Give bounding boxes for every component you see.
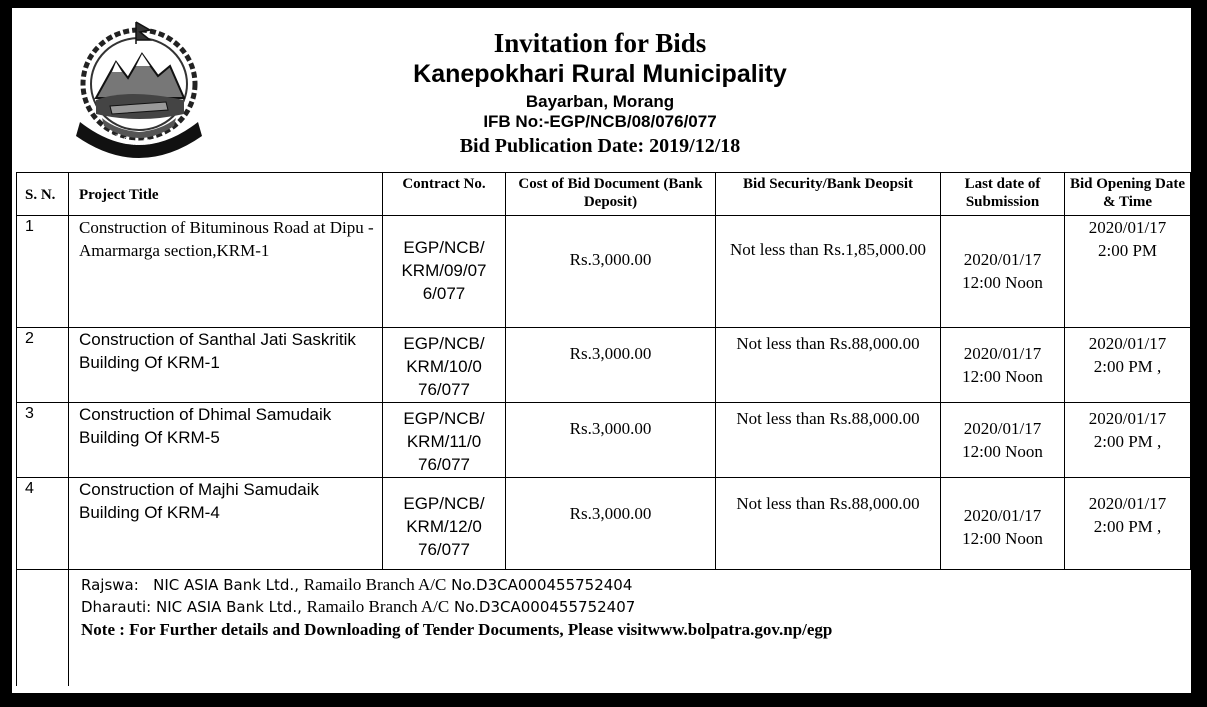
row-sn: 3: [17, 403, 69, 478]
footer-spacer: [17, 570, 69, 687]
table-row: [17, 403, 1191, 478]
row-last-date-value: 2020/01/17: [963, 506, 1042, 525]
row-cost: Rs.3,000.00: [506, 403, 716, 478]
row-title: Construction of Santhal Jati Saskritik Building Of KRM-1: [69, 328, 383, 403]
row-title: Construction of Bituminous Road at Dipu -Amarmarga section,KRM-1: [69, 216, 383, 328]
bids-table: [16, 172, 1191, 686]
row-opening-time-value: 2:00 PM: [1097, 241, 1158, 260]
row-cost: Rs.3,000.00: [506, 478, 716, 570]
rajswa-line: [81, 574, 1191, 596]
footer-row: [17, 570, 1191, 687]
row-last-time-value: 12:00 Noon: [962, 529, 1043, 548]
row-cost: Rs.3,000.00: [506, 328, 716, 403]
row-last-date: [941, 478, 1065, 570]
table-header-row: [17, 173, 1191, 216]
row-sn: 4: [17, 478, 69, 570]
row-opening-time-value: 2:00 PM ,: [1093, 517, 1162, 536]
col-security: Bid Security/Bank Deopsit: [716, 173, 941, 216]
col-contract-no: Contract No.: [383, 173, 506, 216]
ifb-number: IFB No:-EGP/NCB/08/076/077: [483, 112, 717, 131]
row-opening: [1065, 328, 1191, 403]
row-security: Not less than Rs.88,000.00: [716, 403, 941, 478]
row-title: Construction of Dhimal Samudaik Building Of KRM-5: [69, 403, 383, 478]
col-opening: Bid Opening Date & Time: [1065, 173, 1191, 216]
row-security: Not less than Rs.88,000.00: [716, 478, 941, 570]
rajswa-bank: NIC ASIA Bank Ltd.,: [153, 576, 299, 594]
table-row: [17, 328, 1191, 403]
row-last-time-value: 12:00 Noon: [962, 442, 1043, 461]
row-sn: 1: [17, 216, 69, 328]
row-last-time-value: 12:00 Noon: [962, 273, 1043, 292]
further-details-note: Note : For Further details and Downloading of Tender Documents, Please visitwww.bolpatra.gov.np/egp: [81, 620, 833, 639]
row-sn: 2: [17, 328, 69, 403]
col-last-date: Last date of Submission: [941, 173, 1065, 216]
rajswa-label: Rajswa:: [81, 576, 139, 594]
col-cost: Cost of Bid Document (Bank Deposit): [506, 173, 716, 216]
row-opening-date-value: 2020/01/17: [1088, 494, 1167, 513]
row-contract-no: EGP/NCB/ KRM/10/0 76/077: [383, 328, 506, 403]
col-project-title: Project Title: [69, 173, 383, 216]
dharauti-branch: Ramailo Branch A/C: [306, 597, 450, 616]
row-title: Construction of Majhi Samudaik Building Of KRM-4: [69, 478, 383, 570]
row-cost: Rs.3,000.00: [506, 216, 716, 328]
row-opening-date-value: 2020/01/17: [1088, 334, 1167, 353]
row-opening-time-value: 2:00 PM ,: [1093, 357, 1162, 376]
dharauti-account: No.D3CA000455752407: [454, 598, 636, 616]
row-opening-time-value: 2:00 PM ,: [1093, 432, 1162, 451]
bid-publication-date: Bid Publication Date: 2019/12/18: [459, 135, 741, 157]
row-opening: [1065, 403, 1191, 478]
row-opening: [1065, 216, 1191, 328]
col-sn: S. N.: [17, 173, 69, 216]
row-last-date: [941, 328, 1065, 403]
row-opening-date-value: 2020/01/17: [1088, 409, 1167, 428]
municipality-name: Kanepokhari Rural Municipality: [413, 60, 787, 88]
notice-header: [300, 28, 900, 158]
dharauti-line: [81, 596, 1191, 618]
rajswa-branch: Ramailo Branch A/C: [303, 575, 447, 594]
nepal-emblem-icon: [66, 18, 212, 164]
footer-notes: [69, 570, 1191, 687]
row-opening: [1065, 478, 1191, 570]
row-security: Not less than Rs.1,85,000.00: [716, 216, 941, 328]
dharauti-bank: NIC ASIA Bank Ltd.,: [156, 598, 302, 616]
row-last-date: [941, 403, 1065, 478]
rajswa-account: No.D3CA000455752404: [451, 576, 633, 594]
row-last-date: [941, 216, 1065, 328]
row-contract-no: EGP/NCB/ KRM/12/0 76/077: [383, 478, 506, 570]
row-contract-no: EGP/NCB/ KRM/11/0 76/077: [383, 403, 506, 478]
svg-text:कानेपोखरी गाउँपालिका: कानेपोखरी गाउँपालिका: [99, 128, 158, 148]
row-opening-date-value: 2020/01/17: [1088, 218, 1167, 237]
row-last-time-value: 12:00 Noon: [962, 367, 1043, 386]
row-last-date-value: 2020/01/17: [963, 250, 1042, 269]
municipality-address: Bayarban, Morang: [525, 92, 675, 111]
row-contract-no: EGP/NCB/ KRM/09/07 6/077: [383, 216, 506, 328]
row-last-date-value: 2020/01/17: [963, 419, 1042, 438]
dharauti-label: Dharauti:: [81, 598, 152, 616]
table-row: [17, 216, 1191, 328]
row-security: Not less than Rs.88,000.00: [716, 328, 941, 403]
row-last-date-value: 2020/01/17: [963, 344, 1042, 363]
notice-title: Invitation for Bids: [493, 28, 707, 58]
table-row: [17, 478, 1191, 570]
